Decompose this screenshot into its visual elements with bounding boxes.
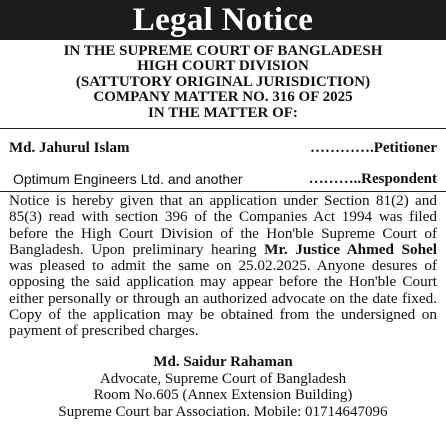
signature-block <box>0 354 446 420</box>
matter-of-label: IN THE MATTER OF: <box>148 104 298 121</box>
petitioner-row <box>9 138 437 158</box>
advocate-contact: Supreme Court bar Association. Mobile: 01714647096 <box>58 403 388 420</box>
court-heading <box>0 44 446 121</box>
advocate-room: Room No.605 (Annex Extension Building) <box>93 387 353 404</box>
advocate-name: Md. Saidur Rahaman <box>153 354 293 370</box>
judge-name: Mr. Justice Ahmed Sohel <box>264 240 437 258</box>
respondent-row <box>9 169 437 189</box>
notice-title: Legal Notice <box>0 0 446 40</box>
divider-top <box>0 128 446 129</box>
petitioner-role: ………….Petitioner <box>309 140 437 156</box>
court-jurisdiction: (SATTUTORY ORIGINAL JURISDICTION) <box>75 73 371 90</box>
petitioner-name: Md. Jahurul Islam <box>9 140 130 156</box>
notice-text-after: was pleased to admit the same on 25.02.2025. Anyone desures of opposing the said application may appear before the Hon'ble Court either personally or through an authorized advocate on the date fixed. Copy of the application may be obtained from the undersigned on payment of prescribed charges. <box>9 257 437 340</box>
notice-body <box>9 193 437 340</box>
advocate-title: Advocate, Supreme Court of Bangladesh <box>99 370 347 387</box>
respondent-role: ………..Respondent <box>308 171 437 187</box>
respondent-name: Optimum Engineers Ltd. and another <box>13 171 243 187</box>
company-matter-number: COMPANY MATTER NO. 316 OF 2025 <box>93 89 353 106</box>
court-division: HIGH COURT DIVISION <box>137 58 309 75</box>
court-name: IN THE SUPREME COURT OF BANGLADESH <box>63 43 383 59</box>
notice-text-before: Notice is hereby given that an application under Section 81(2) and 85(3) read with section 396 of the Companies Act 1994 was filed before the High Court Division of the Hon'ble Supreme Court of Bangladesh. Upon preliminary hearing <box>9 192 437 258</box>
